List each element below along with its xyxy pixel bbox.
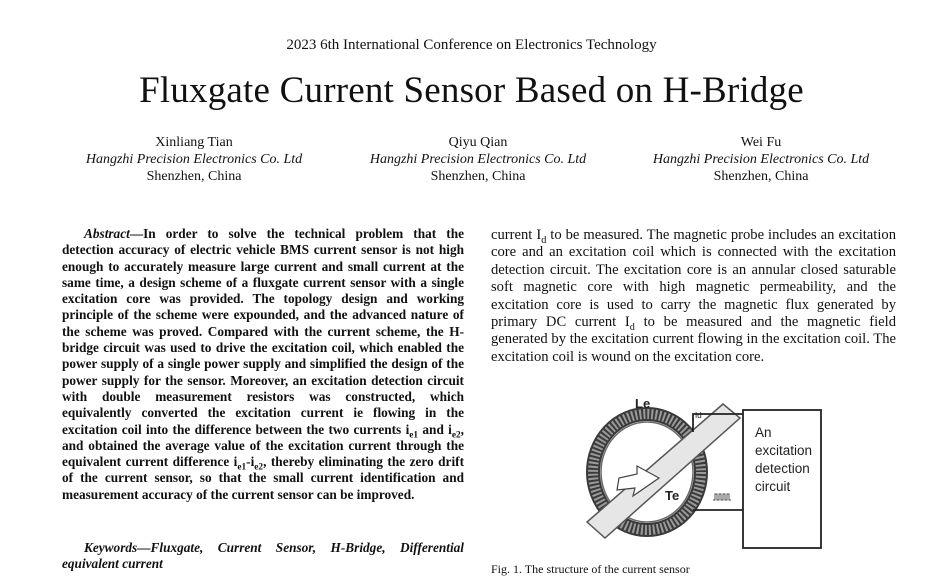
figure-caption: Fig. 1. The structure of the current sensor (491, 562, 690, 576)
current-sensor-figure (575, 392, 825, 552)
abstract-text: -i (246, 454, 255, 470)
subscript: d (541, 234, 547, 246)
subscript: e1 (237, 462, 247, 473)
abstract-text: and i (418, 421, 452, 437)
author-block-1 (44, 134, 344, 185)
author-location: Shenzhen, China (713, 169, 809, 184)
box-line-4: circuit (755, 479, 791, 494)
box-line-1: An (755, 425, 772, 440)
author-location: Shenzhen, China (430, 169, 526, 184)
abstract-text: , thereby eliminating the zero drift of the current sensor, so that the small current identification and measurement accuracy of the current sensor can be improved. (62, 454, 465, 502)
box-line-3: detection (755, 461, 810, 476)
abstract-dash: — (129, 226, 144, 241)
box-line-2: excitation (755, 443, 813, 458)
keywords (62, 540, 464, 573)
abstract-text: , and obtained the average value of the excitation current through the equivalent current difference i (62, 421, 464, 470)
keywords-dash: — (137, 540, 151, 555)
body-text: current I (491, 227, 542, 243)
body-paragraph (491, 227, 896, 366)
keywords-text: Fluxgate, Current Sensor, H-Bridge, Differential equivalent current (62, 540, 464, 572)
abstract-label: Abstract (84, 226, 130, 241)
author-name: Xinliang Tian (155, 135, 233, 150)
abstract (62, 226, 464, 503)
body-text: to be measured. The magnetic probe includes an excitation core and an excitation coil which is connected with the excitation detection circuit. The excitation core is an annular closed saturable soft magnetic core with high magnetic permeability, and the excitation core is used to carry the magnetic flux generated by primary DC current I (491, 227, 896, 331)
subscript: e2 (254, 462, 264, 473)
label-id: Id (695, 411, 702, 420)
author-location: Shenzhen, China (146, 169, 242, 184)
author-block-3 (611, 134, 911, 185)
author-affiliation: Hangzhi Precision Electronics Co. Ltd (369, 152, 587, 167)
author-block-2 (328, 134, 628, 185)
abstract-text: In order to solve the technical problem that the detection accuracy of electric vehicle BMS current sensor is not high enough to accurately measure large current and small current at the same time, a design scheme of a fluxgate current sensor with a single excitation core was provided. The topology design and working principle of the scheme were expounded, and the advanced nature of the scheme was proved. Compared with the current scheme, the H-bridge circuit was used to drive the excitation coil, which enabled the power supply of a single power supply and simplified the design of the power supply for the sensor. Moreover, an excitation detection circuit with double measurement resistors was constructed, which equivalently converted the excitation current ie flowing in the excitation coil into the difference between the two currents i (62, 226, 464, 437)
subscript: e2 (451, 430, 461, 441)
subscript: e1 (409, 430, 419, 441)
body-text: to be measured and the magnetic field generated by the excitation current flowing in the excitation coil. The excitation coil is wound on the excitation core. (491, 314, 896, 365)
subscript: d (629, 321, 635, 333)
excitation-waveform (713, 494, 731, 500)
author-affiliation: Hangzhi Precision Electronics Co. Ltd (85, 152, 303, 167)
author-name: Qiyu Qian (448, 135, 508, 150)
author-affiliation: Hangzhi Precision Electronics Co. Ltd (652, 152, 870, 167)
conference-header: 2023 6th International Conference on Electronics Technology (286, 37, 657, 53)
keywords-label: Keywords (84, 540, 138, 555)
paper-title: Fluxgate Current Sensor Based on H-Bridge (139, 70, 804, 111)
author-name: Wei Fu (740, 135, 782, 150)
label-te: Te (665, 488, 680, 503)
label-le: Le (635, 396, 651, 411)
